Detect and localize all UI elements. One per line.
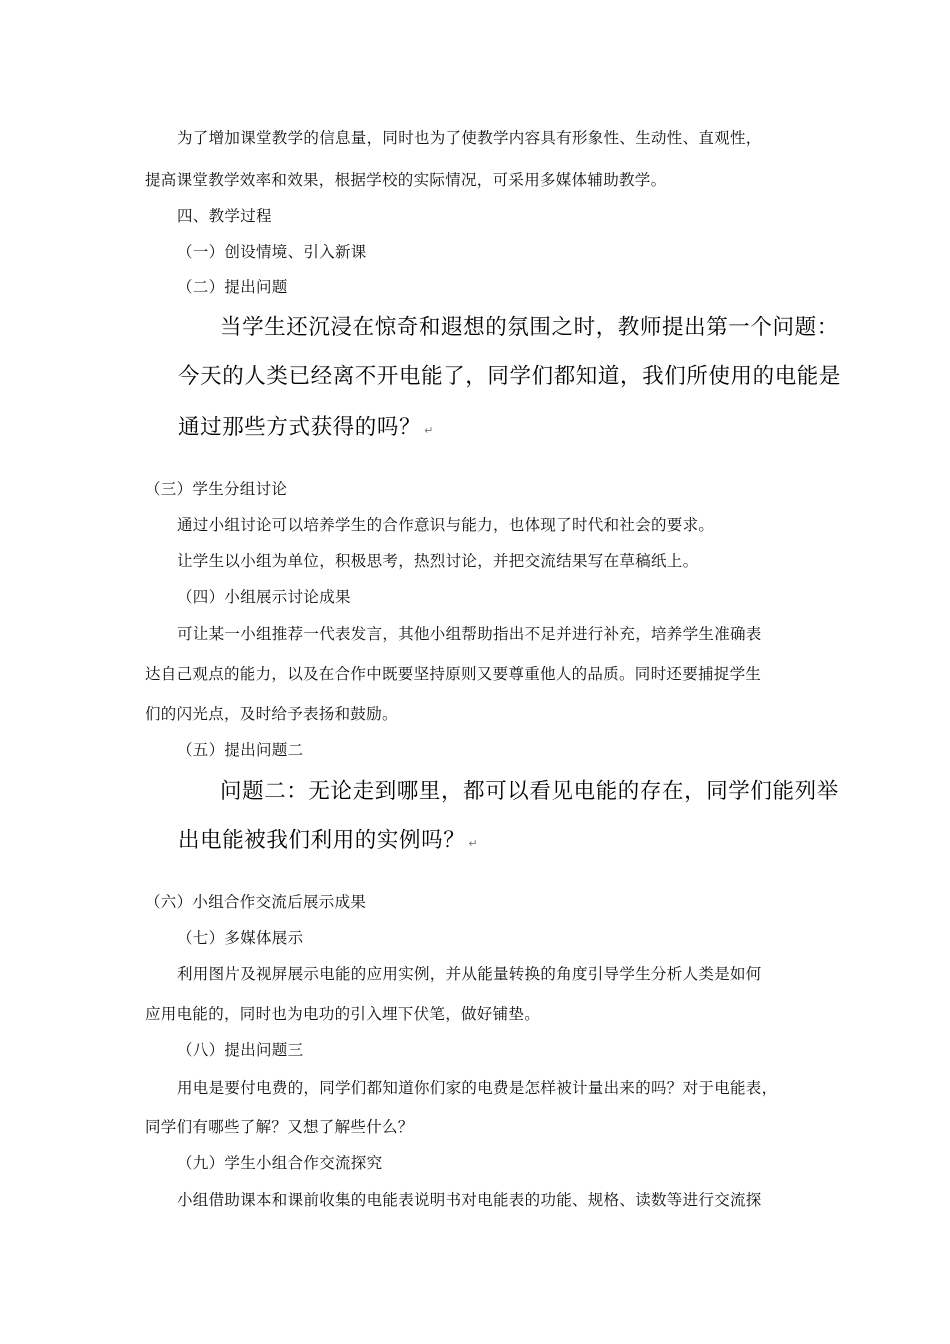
paragraph-line: 应用电能的，同时也为电功的引入埋下伏笔，做好铺垫。 [145,1005,541,1023]
paragraph-line: 用电是要付电费的，同学们都知道你们家的电费是怎样被计量出来的吗？对于电能表， [177,1079,778,1097]
question-two-line [178,827,478,858]
paragraph-line: 提高课堂教学效率和效果，根据学校的实际情况，可采用多媒体辅助教学。 [145,171,667,189]
subsection-heading: （三）学生分组讨论 [145,480,288,498]
paragraph-line: 们的闪光点，及时给予表扬和鼓励。 [145,705,398,723]
paragraph-line: 可让某一小组推荐一代表发言，其他小组帮助指出不足并进行补充，培养学生准确表 [177,625,762,643]
subsection-heading: （四）小组展示讨论成果 [177,588,351,606]
question-two-text: 出电能被我们利用的实例吗？ [178,828,466,853]
paragraph-mark-icon: ↵ [468,837,479,850]
paragraph-line: 利用图片及视屏展示电能的应用实例，并从能量转换的角度引导学生分析人类是如何 [177,965,762,983]
subsection-heading: （一）创设情境、引入新课 [177,243,367,261]
paragraph-line: 同学们有哪些了解？又想了解些什么？ [145,1118,414,1136]
question-two-line: 问题二：无论走到哪里，都可以看见电能的存在，同学们能列举 [220,779,839,804]
question-one-line: 当学生还沉浸在惊奇和遐想的氛围之时，教师提出第一个问题： [220,315,839,340]
question-one-line [178,414,434,445]
section-heading: 四、教学过程 [177,207,272,225]
subsection-heading: （八）提出问题三 [177,1041,304,1059]
paragraph-line: 为了增加课堂教学的信息量，同时也为了使教学内容具有形象性、生动性、直观性， [177,129,762,147]
subsection-heading: （六）小组合作交流后展示成果 [145,893,367,911]
paragraph-line: 小组借助课本和课前收集的电能表说明书对电能表的功能、规格、读数等进行交流探 [177,1191,762,1209]
paragraph-line: 达自己观点的能力，以及在合作中既要坚持原则又要尊重他人的品质。同时还要捕捉学生 [145,665,762,683]
paragraph-mark-icon: ↵ [424,424,434,437]
question-one-text: 通过那些方式获得的吗？ [178,415,422,440]
question-one-line: 今天的人类已经离不开电能了，同学们都知道，我们所使用的电能是 [178,364,842,389]
subsection-heading: （七）多媒体展示 [177,929,304,947]
subsection-heading: （五）提出问题二 [177,741,304,759]
subsection-heading: （九）学生小组合作交流探究 [177,1154,383,1172]
paragraph-line: 通过小组讨论可以培养学生的合作意识与能力，也体现了时代和社会的要求。 [177,516,715,534]
subsection-heading: （二）提出问题 [177,278,288,296]
paragraph-line: 让学生以小组为单位，积极思考，热烈讨论，并把交流结果写在草稿纸上。 [177,552,699,570]
